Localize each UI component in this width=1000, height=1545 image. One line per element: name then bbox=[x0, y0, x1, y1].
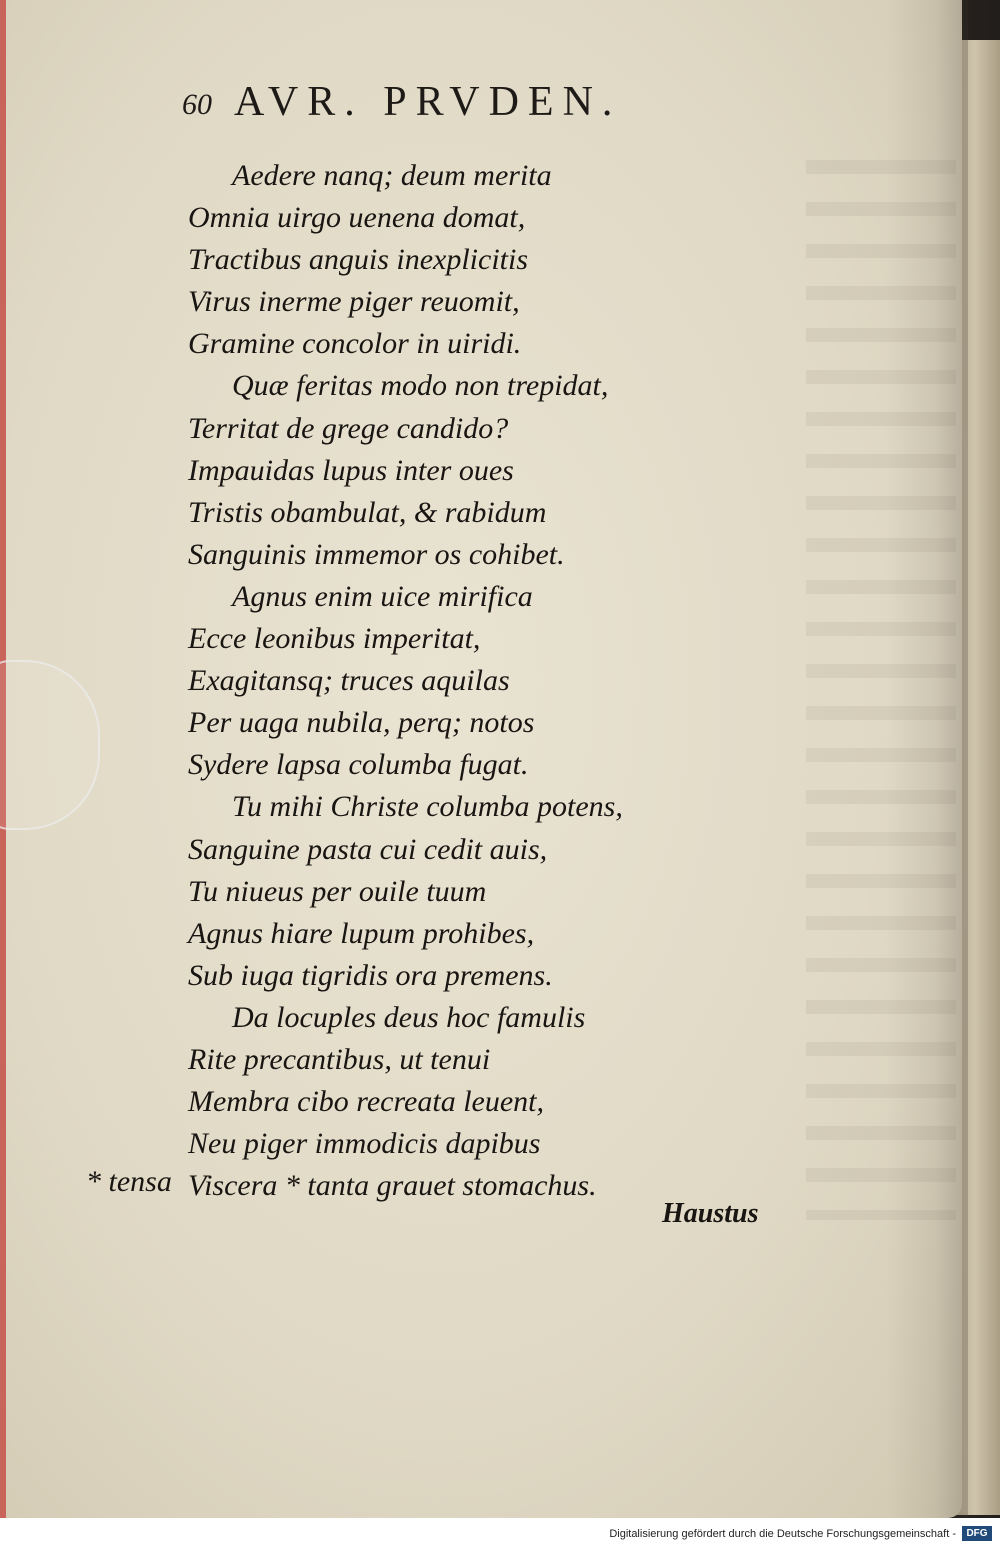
poem-line: Tractibus anguis inexplicitis bbox=[188, 243, 529, 277]
poem-line: Viscera * tanta grauet stomachus. bbox=[188, 1169, 597, 1203]
poem-line: Sub iuga tigridis ora premens. bbox=[188, 958, 553, 992]
poem-line: Agnus hiare lupum prohibes, bbox=[188, 916, 535, 950]
margin-note: * tensa bbox=[86, 1165, 172, 1198]
poem-line: Aedere nanq; deum merita bbox=[232, 159, 552, 192]
catchword: Haustus bbox=[662, 1198, 759, 1229]
poem-line: Territat de grege candido? bbox=[188, 411, 509, 445]
poem-line: Tristis obambulat, & rabidum bbox=[188, 495, 547, 529]
poem-line: Tu mihi Christe columba potens, bbox=[232, 790, 623, 824]
poem-text bbox=[188, 155, 808, 1207]
poem-line: Omnia uirgo uenena domat, bbox=[188, 201, 526, 235]
poem-line: Ecce leonibus imperitat, bbox=[188, 622, 481, 656]
poem-line: Sanguine pasta cui cedit auis, bbox=[188, 832, 548, 866]
poem-line: Sanguinis immemor os cohibet. bbox=[188, 537, 565, 571]
poem-line: Agnus enim uice mirifica bbox=[232, 579, 533, 613]
page-number: 60 bbox=[182, 88, 212, 121]
poem-line: Membra cibo recreata leuent, bbox=[188, 1085, 545, 1119]
poem-line: Quæ feritas modo non trepidat, bbox=[232, 369, 609, 403]
poem-line: Tu niueus per ouile tuum bbox=[188, 874, 487, 908]
dfg-logo: DFG bbox=[962, 1526, 992, 1541]
show-through-text bbox=[806, 160, 956, 1220]
footer-credit: Digitalisierung gefördert durch die Deutsche Forschungsgemeinschaft - bbox=[609, 1528, 956, 1540]
poem-line: Impauidas lupus inter oues bbox=[188, 453, 514, 487]
next-page-edge bbox=[956, 40, 1000, 1515]
poem-line: Da locuples deus hoc famulis bbox=[232, 1000, 586, 1034]
poem-line: Neu piger immodicis dapibus bbox=[188, 1127, 541, 1161]
poem-line: Virus inerme piger reuomit, bbox=[188, 285, 520, 319]
poem-line: Rite precantibus, ut tenui bbox=[188, 1042, 491, 1076]
poem-line: Gramine concolor in uiridi. bbox=[188, 327, 522, 361]
page-header bbox=[182, 78, 802, 128]
running-head: AVR. PRVDEN. bbox=[234, 79, 622, 125]
poem-line: Exagitansq; truces aquilas bbox=[188, 664, 510, 698]
page-gutter-shadow bbox=[886, 0, 968, 1518]
poem-line: Sydere lapsa columba fugat. bbox=[188, 748, 529, 782]
poem-line: Per uaga nubila, perq; notos bbox=[188, 706, 535, 740]
